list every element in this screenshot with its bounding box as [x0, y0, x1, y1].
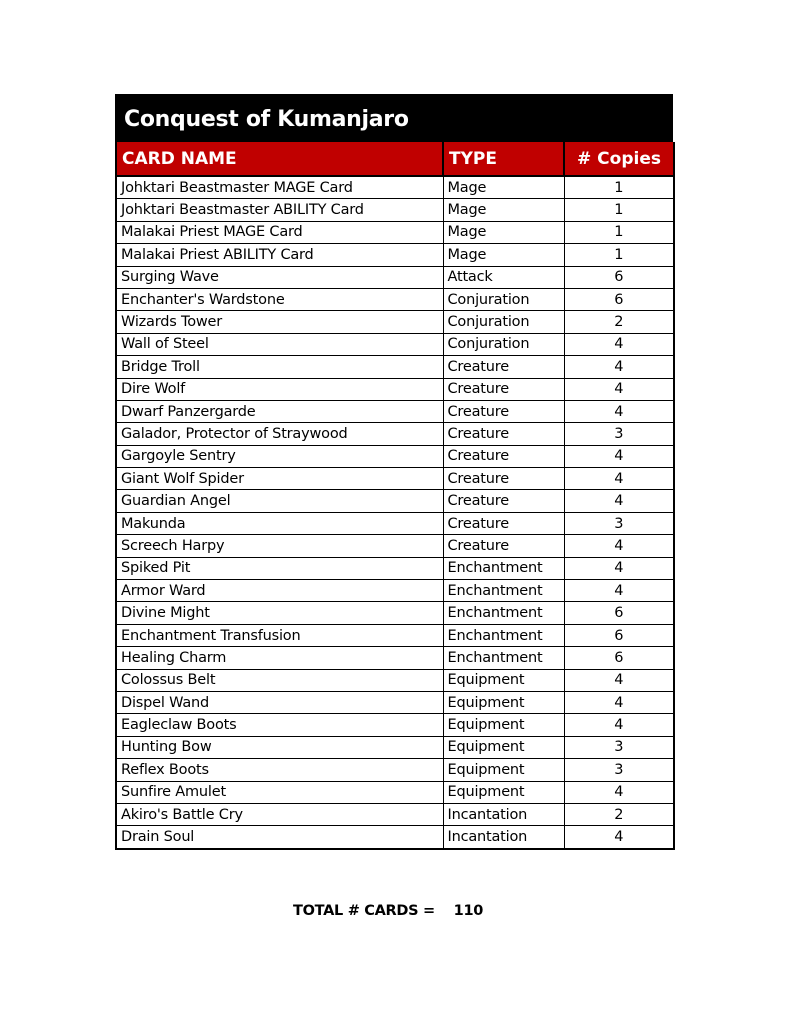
card-copies-cell: 2 — [564, 311, 674, 333]
total-value: 110 — [453, 903, 484, 919]
card-type-cell: Equipment — [443, 669, 564, 691]
card-name-cell: Enchantment Transfusion — [116, 624, 443, 646]
card-type-cell: Equipment — [443, 781, 564, 803]
card-copies-cell: 4 — [564, 400, 674, 422]
card-type-cell: Equipment — [443, 691, 564, 713]
card-name-cell: Guardian Angel — [116, 490, 443, 512]
card-name-cell: Hunting Bow — [116, 736, 443, 758]
card-type-cell: Creature — [443, 512, 564, 534]
card-copies-cell: 1 — [564, 221, 674, 243]
card-type-cell: Enchantment — [443, 602, 564, 624]
card-copies-cell: 3 — [564, 423, 674, 445]
card-copies-cell: 4 — [564, 826, 674, 849]
card-name-cell: Colossus Belt — [116, 669, 443, 691]
card-type-cell: Creature — [443, 490, 564, 512]
table-row — [116, 400, 674, 422]
card-copies-cell: 4 — [564, 714, 674, 736]
card-copies-cell: 4 — [564, 445, 674, 467]
table-row — [116, 803, 674, 825]
card-type-cell: Enchantment — [443, 647, 564, 669]
card-copies-cell: 4 — [564, 691, 674, 713]
card-name-cell: Spiked Pit — [116, 557, 443, 579]
card-type-cell: Equipment — [443, 759, 564, 781]
card-name-cell: Akiro's Battle Cry — [116, 803, 443, 825]
card-type-cell: Incantation — [443, 826, 564, 849]
card-name-cell: Screech Harpy — [116, 535, 443, 557]
table-row — [116, 423, 674, 445]
card-list-sheet — [115, 94, 673, 850]
card-type-cell: Creature — [443, 378, 564, 400]
table-row — [116, 736, 674, 758]
table-row — [116, 826, 674, 849]
card-type-cell: Equipment — [443, 736, 564, 758]
card-copies-cell: 3 — [564, 736, 674, 758]
card-type-cell: Creature — [443, 535, 564, 557]
card-copies-cell: 6 — [564, 647, 674, 669]
card-name-cell: Drain Soul — [116, 826, 443, 849]
table-row — [116, 647, 674, 669]
card-type-cell: Creature — [443, 356, 564, 378]
table-row — [116, 288, 674, 310]
card-type-cell: Mage — [443, 221, 564, 243]
total-cards — [293, 903, 483, 919]
card-type-cell: Creature — [443, 445, 564, 467]
card-type-cell: Mage — [443, 244, 564, 266]
card-type-cell: Creature — [443, 423, 564, 445]
card-name-cell: Enchanter's Wardstone — [116, 288, 443, 310]
card-copies-cell: 3 — [564, 759, 674, 781]
card-copies-cell: 4 — [564, 333, 674, 355]
card-type-cell: Creature — [443, 400, 564, 422]
card-copies-cell: 6 — [564, 266, 674, 288]
card-copies-cell: 6 — [564, 602, 674, 624]
table-row — [116, 266, 674, 288]
card-name-cell: Divine Might — [116, 602, 443, 624]
card-type-cell: Mage — [443, 176, 564, 199]
card-type-cell: Incantation — [443, 803, 564, 825]
card-type-cell: Conjuration — [443, 333, 564, 355]
card-copies-cell: 4 — [564, 557, 674, 579]
card-name-cell: Wizards Tower — [116, 311, 443, 333]
table-header — [116, 142, 674, 176]
card-name-cell: Johktari Beastmaster MAGE Card — [116, 176, 443, 199]
table-row — [116, 378, 674, 400]
card-type-cell: Conjuration — [443, 311, 564, 333]
card-name-cell: Bridge Troll — [116, 356, 443, 378]
table-row — [116, 580, 674, 602]
card-name-cell: Sunfire Amulet — [116, 781, 443, 803]
card-name-cell: Reflex Boots — [116, 759, 443, 781]
card-type-cell: Mage — [443, 199, 564, 221]
table-row — [116, 781, 674, 803]
header-row — [116, 142, 674, 176]
table-body — [116, 176, 674, 849]
card-name-cell: Galador, Protector of Straywood — [116, 423, 443, 445]
table-row — [116, 176, 674, 199]
table-row — [116, 311, 674, 333]
table-row — [116, 535, 674, 557]
table-row — [116, 669, 674, 691]
card-copies-cell: 4 — [564, 490, 674, 512]
card-copies-cell: 1 — [564, 199, 674, 221]
card-type-cell: Attack — [443, 266, 564, 288]
card-copies-cell: 1 — [564, 244, 674, 266]
table-row — [116, 199, 674, 221]
card-copies-cell: 4 — [564, 669, 674, 691]
sheet-title: Conquest of Kumanjaro — [115, 94, 673, 142]
header-card-name: CARD NAME — [116, 142, 443, 176]
card-type-cell: Enchantment — [443, 557, 564, 579]
table-row — [116, 468, 674, 490]
table-row — [116, 244, 674, 266]
card-copies-cell: 6 — [564, 288, 674, 310]
table-row — [116, 356, 674, 378]
card-name-cell: Eagleclaw Boots — [116, 714, 443, 736]
card-name-cell: Johktari Beastmaster ABILITY Card — [116, 199, 443, 221]
table-row — [116, 490, 674, 512]
table-row — [116, 445, 674, 467]
card-name-cell: Armor Ward — [116, 580, 443, 602]
card-type-cell: Conjuration — [443, 288, 564, 310]
total-label: TOTAL # CARDS = — [293, 903, 435, 919]
table-row — [116, 759, 674, 781]
card-name-cell: Giant Wolf Spider — [116, 468, 443, 490]
table-row — [116, 714, 674, 736]
card-copies-cell: 4 — [564, 535, 674, 557]
card-copies-cell: 1 — [564, 176, 674, 199]
table-row — [116, 624, 674, 646]
card-copies-cell: 2 — [564, 803, 674, 825]
card-copies-cell: 4 — [564, 781, 674, 803]
card-type-cell: Enchantment — [443, 624, 564, 646]
card-name-cell: Healing Charm — [116, 647, 443, 669]
card-name-cell: Surging Wave — [116, 266, 443, 288]
header-copies: # Copies — [564, 142, 674, 176]
card-copies-cell: 4 — [564, 580, 674, 602]
table-row — [116, 512, 674, 534]
card-name-cell: Dire Wolf — [116, 378, 443, 400]
card-copies-cell: 4 — [564, 356, 674, 378]
table-row — [116, 557, 674, 579]
card-copies-cell: 4 — [564, 468, 674, 490]
card-type-cell: Creature — [443, 468, 564, 490]
card-name-cell: Malakai Priest ABILITY Card — [116, 244, 443, 266]
table-row — [116, 333, 674, 355]
card-name-cell: Malakai Priest MAGE Card — [116, 221, 443, 243]
card-type-cell: Equipment — [443, 714, 564, 736]
card-name-cell: Makunda — [116, 512, 443, 534]
table-row — [116, 691, 674, 713]
table-row — [116, 602, 674, 624]
table-row — [116, 221, 674, 243]
header-type: TYPE — [443, 142, 564, 176]
card-copies-cell: 3 — [564, 512, 674, 534]
card-type-cell: Enchantment — [443, 580, 564, 602]
card-name-cell: Wall of Steel — [116, 333, 443, 355]
card-name-cell: Dispel Wand — [116, 691, 443, 713]
card-name-cell: Dwarf Panzergarde — [116, 400, 443, 422]
card-table — [115, 142, 675, 850]
card-name-cell: Gargoyle Sentry — [116, 445, 443, 467]
card-copies-cell: 6 — [564, 624, 674, 646]
card-copies-cell: 4 — [564, 378, 674, 400]
